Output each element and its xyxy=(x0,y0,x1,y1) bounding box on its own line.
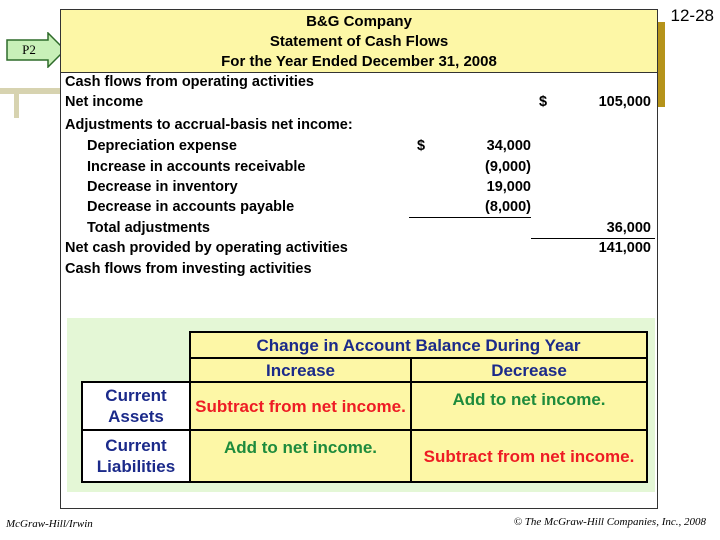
net-income-value: 105,000 xyxy=(598,94,651,110)
total-adjustments-label: Total adjustments xyxy=(87,220,210,236)
operating-header: Cash flows from operating activities xyxy=(65,74,314,90)
depreciation-dollar: $ xyxy=(417,138,426,154)
total-adjustments-value: 36,000 xyxy=(606,220,651,236)
net-income-label: Net income xyxy=(65,94,144,110)
decorative-bar xyxy=(0,88,62,94)
net-cash-value: 141,000 xyxy=(598,240,651,256)
company-name: B&G Company xyxy=(306,13,412,30)
footer-copyright: © The McGraw-Hill Companies, Inc., 2008 xyxy=(513,516,706,528)
inventory-label: Decrease in inventory xyxy=(87,179,238,195)
total-underline xyxy=(531,238,655,239)
slide-number: 12-28 xyxy=(670,6,714,25)
ap-label: Decrease in accounts payable xyxy=(87,199,295,215)
row-current-liabilities: Current Liabilities xyxy=(81,429,191,483)
depreciation-value: 34,000 xyxy=(486,138,531,154)
liabilities-decrease-rule: Subtract from net income. xyxy=(410,429,648,483)
statement-period: For the Year Ended December 31, 2008 xyxy=(221,53,497,70)
subtotal-underline xyxy=(409,217,531,218)
adjustments-label: Adjustments to accrual-basis net income: xyxy=(65,117,353,133)
rules-table xyxy=(81,331,648,483)
investing-header: Cash flows from investing activities xyxy=(65,261,312,277)
net-cash-label: Net cash provided by operating activities xyxy=(65,240,348,256)
col-increase: Increase xyxy=(189,357,412,383)
statement-title: Statement of Cash Flows xyxy=(269,33,449,50)
liabilities-increase-rule: Add to net income. xyxy=(189,429,412,483)
inventory-value: 19,000 xyxy=(486,179,531,195)
depreciation-label: Depreciation expense xyxy=(87,138,237,154)
row-current-assets: Current Assets xyxy=(81,381,191,431)
cash-flow-statement xyxy=(60,9,658,509)
ar-label: Increase in accounts receivable xyxy=(87,159,306,175)
p2-badge xyxy=(6,32,66,68)
col-decrease: Decrease xyxy=(410,357,648,383)
ap-value: (8,000) xyxy=(485,199,531,215)
assets-increase-rule: Subtract from net income. xyxy=(189,381,412,431)
rules-title: Change in Account Balance During Year xyxy=(189,331,648,359)
statement-header xyxy=(61,10,657,73)
ar-value: (9,000) xyxy=(485,159,531,175)
assets-decrease-rule: Add to net income. xyxy=(410,381,648,431)
footer-publisher: McGraw-Hill/Irwin xyxy=(6,518,93,530)
net-income-dollar: $ xyxy=(539,94,548,110)
badge-label: P2 xyxy=(22,42,36,57)
decorative-bar-vertical xyxy=(14,94,19,118)
